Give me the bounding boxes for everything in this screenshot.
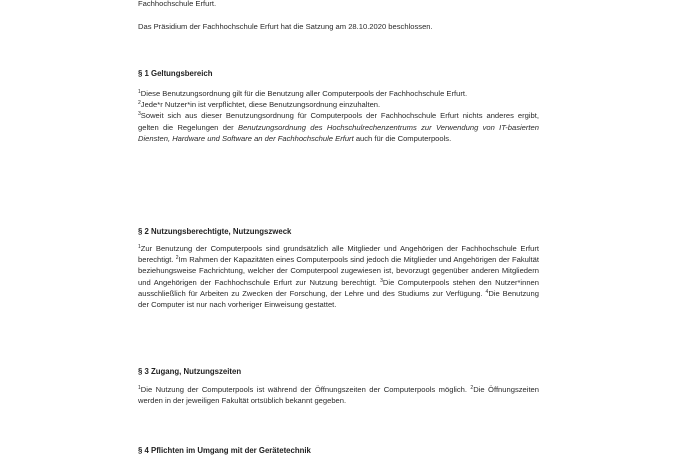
section-1-body [138, 88, 539, 144]
sentence: Die Computerpools stehen den Nutzer*innen ausschließlich für Arbeiten zu Zwecken der Forschung, der Lehre und des Studiums zur Verfügung. [138, 277, 540, 298]
section-2-body [138, 243, 539, 310]
sentence-number: 2 [138, 100, 141, 107]
intro-tail: Fachhochschule Erfurt. [138, 0, 217, 8]
sentence: Die Öffnungszeiten werden in der jeweiligen Fakultät ortsüblich bekannt gegeben. [138, 385, 540, 406]
sentence-number: 1 [138, 385, 141, 391]
section-3 [138, 367, 539, 376]
sentence: auch für die Computerpools. [353, 133, 452, 143]
sentence: Zur Benutzung der Computerpools sind grundsätzlich alle Mitglieder und Angehörigen der Fachhochschule Erfurt berechtigt. [138, 244, 539, 265]
section-heading: § 4 Pflichten im Umgang mit der Gerätetechnik [138, 446, 311, 455]
section-3-body [138, 384, 539, 406]
section-heading: § 2 Nutzungsberechtigte, Nutzungszweck [138, 227, 292, 236]
section-heading: § 3 Zugang, Nutzungszeiten [138, 367, 242, 376]
sentence: Die Nutzung der Computerpools ist während der Öffnungszeiten der Computerpools möglich. [140, 385, 471, 394]
sentence-number: 1 [138, 89, 141, 95]
sentence-number: 2 [470, 385, 474, 391]
sentence: Soweit sich aus dieser Benutzungsordnung für Computerpools der Fachhochschule Erfurt nichts anderes ergibt, gelten die Regelungen der [138, 111, 539, 132]
sentence: Die Benutzung der Computer ist nur nach vorheriger Einweisung gestattet. [138, 288, 539, 310]
section-heading: § 1 Geltungsbereich [138, 69, 213, 78]
section-4 [138, 446, 539, 455]
section-2 [138, 227, 539, 236]
referenced-regulation-title: Benutzungsordnung des Hochschulrechenzentrums zur Verwendung von IT-basierten Diensten, Hardware und Software an der Fachhochschule Erfurt [138, 122, 539, 143]
sentence-number: 3 [138, 111, 141, 118]
resolution-text: Das Präsidium der Fachhochschule Erfurt hat die Satzung am 28.10.2020 beschlossen. [138, 22, 433, 31]
sentence: Im Rahmen der Kapazitäten eines Computerpools sind jedoch die Mitglieder und Angehörigen der Fakultät beziehungsweise Fachrichtung, welcher der Computerpool zugewiesen ist, bevorzugt gegenüber anderen Mitgliedern und Angehörigen der Fachhochschule Erfurt zur Nutzung berechtigt. [138, 255, 539, 287]
sentence-number: 4 [485, 288, 489, 295]
section-1 [138, 69, 539, 78]
sentence: Jede*r Nutzer*in ist verpflichtet, diese Benutzungsordnung einzuhalten. [140, 100, 381, 110]
sentence-number: 1 [138, 244, 141, 250]
sentence-number: 2 [175, 255, 179, 262]
sentence-number: 3 [380, 277, 383, 284]
sentence: Diese Benutzungsordnung gilt für die Benutzung aller Computerpools der Fachhochschule Erfurt. [140, 89, 468, 98]
